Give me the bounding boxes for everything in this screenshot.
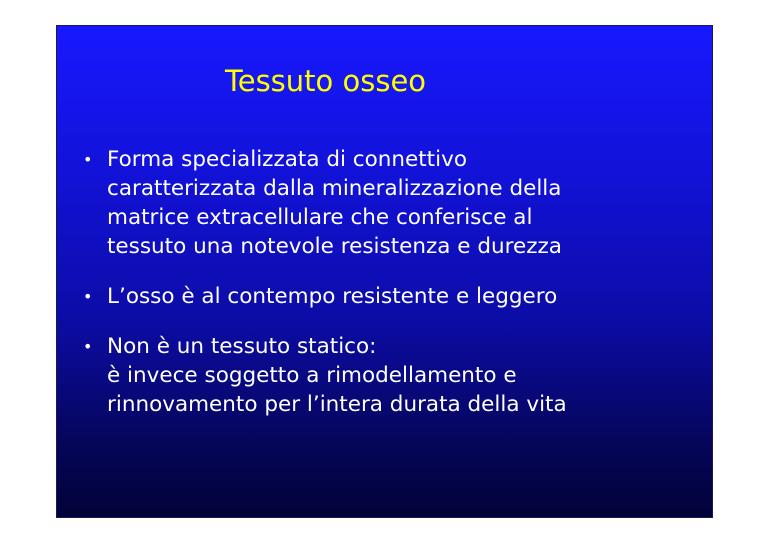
slide (56, 25, 713, 518)
bullet-icon: • (83, 337, 93, 356)
bullet-item (83, 145, 703, 261)
bullet-icon: • (83, 150, 93, 169)
bullet-list (83, 145, 703, 419)
bullet-line: rinnovamento per l’intera durata della vita (107, 392, 567, 417)
bullet-text (107, 282, 703, 311)
bullet-item (83, 282, 703, 311)
slide-title: Tessuto osseo (224, 64, 427, 98)
bullet-line: Forma specializzata di connettivo (107, 147, 467, 172)
bullet-line: matrice extracellulare che conferisce al (107, 205, 533, 230)
bullet-line: Non è un tessuto statico: (107, 334, 377, 359)
bullet-line: tessuto una notevole resistenza e durezza (107, 234, 562, 259)
bullet-text (107, 145, 703, 261)
bullet-line: L’osso è al contempo resistente e leggero (107, 284, 558, 309)
bullet-line: caratterizzata dalla mineralizzazione della (107, 176, 562, 201)
bullet-text (107, 332, 703, 419)
bullet-icon: • (83, 287, 93, 306)
bullet-line: è invece soggetto a rimodellamento e (107, 363, 517, 388)
bullet-item (83, 332, 703, 419)
